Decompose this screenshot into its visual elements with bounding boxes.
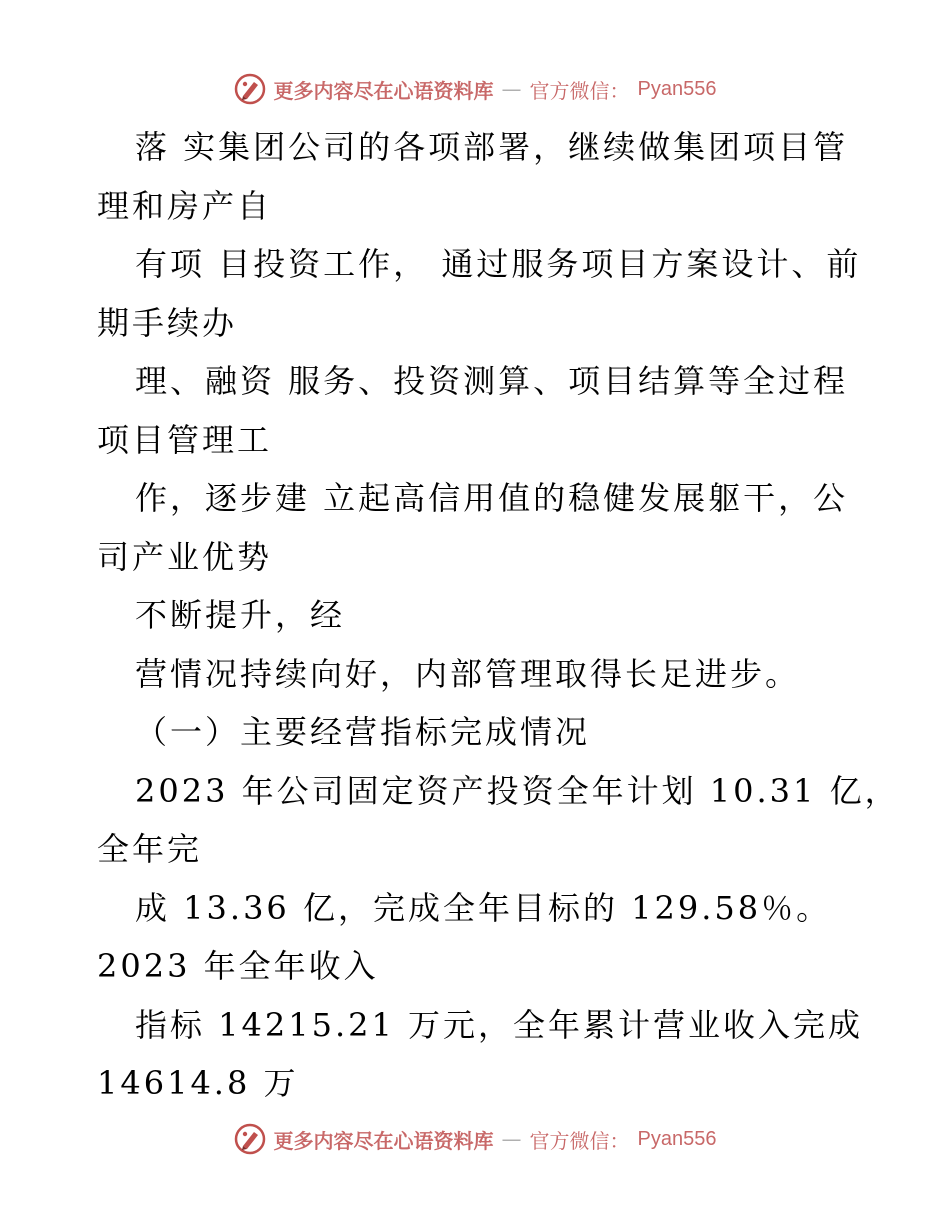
- body-line: 有项 目投资工作， 通过服务项目方案设计、前: [135, 245, 862, 283]
- watermark-contact-label: 官方微信：: [529, 1128, 630, 1153]
- body-line: 14614.8 万: [97, 1064, 299, 1102]
- watermark-header: [0, 72, 950, 106]
- watermark-brand: 更多内容尽在心语资料库: [273, 78, 494, 103]
- watermark-brand: 更多内容尽在心语资料库: [273, 1128, 494, 1153]
- body-line: 成 13.36 亿，完成全年目标的 129.58％。: [135, 888, 832, 927]
- watermark-dash: —: [501, 77, 522, 101]
- pen-logo-icon: [234, 73, 266, 105]
- watermark-contact-id: Pyan556: [637, 1127, 717, 1150]
- watermark-contact-label: 官方微信：: [529, 78, 630, 103]
- body-line: 项目管理工: [97, 420, 273, 459]
- body-line: 指标 14215.21 万元，全年累计营业收入完成: [135, 1005, 864, 1044]
- body-line: 理、融资 服务、投资测算、项目结算等全过程: [135, 362, 849, 400]
- body-line: 司产业优势: [97, 537, 273, 576]
- body-line: 营情况持续向好，内部管理取得长足进步。: [135, 654, 801, 693]
- body-line: 落 实集团公司的各项部署，继续做集团项目管: [135, 128, 849, 166]
- body-line: 2023 年公司固定资产投资全年计划 10.31 亿，: [135, 771, 900, 810]
- body-line: 不断提升，经: [135, 596, 346, 634]
- watermark-footer: [0, 1122, 950, 1156]
- pen-logo-icon: [234, 1123, 266, 1155]
- body-line: 理和房产自: [97, 186, 273, 225]
- body-line: 全年完: [97, 830, 203, 868]
- body-line: 作，逐步建 立起高信用值的稳健发展躯干，公: [135, 479, 849, 517]
- watermark-contact-id: Pyan556: [637, 77, 717, 100]
- watermark-dash: —: [501, 1127, 522, 1151]
- document-body: [97, 118, 900, 1113]
- body-line: 期手续办: [97, 303, 238, 342]
- section-heading: （一）主要经营指标完成情况: [135, 713, 591, 751]
- body-line: 2023 年全年收入: [97, 947, 379, 985]
